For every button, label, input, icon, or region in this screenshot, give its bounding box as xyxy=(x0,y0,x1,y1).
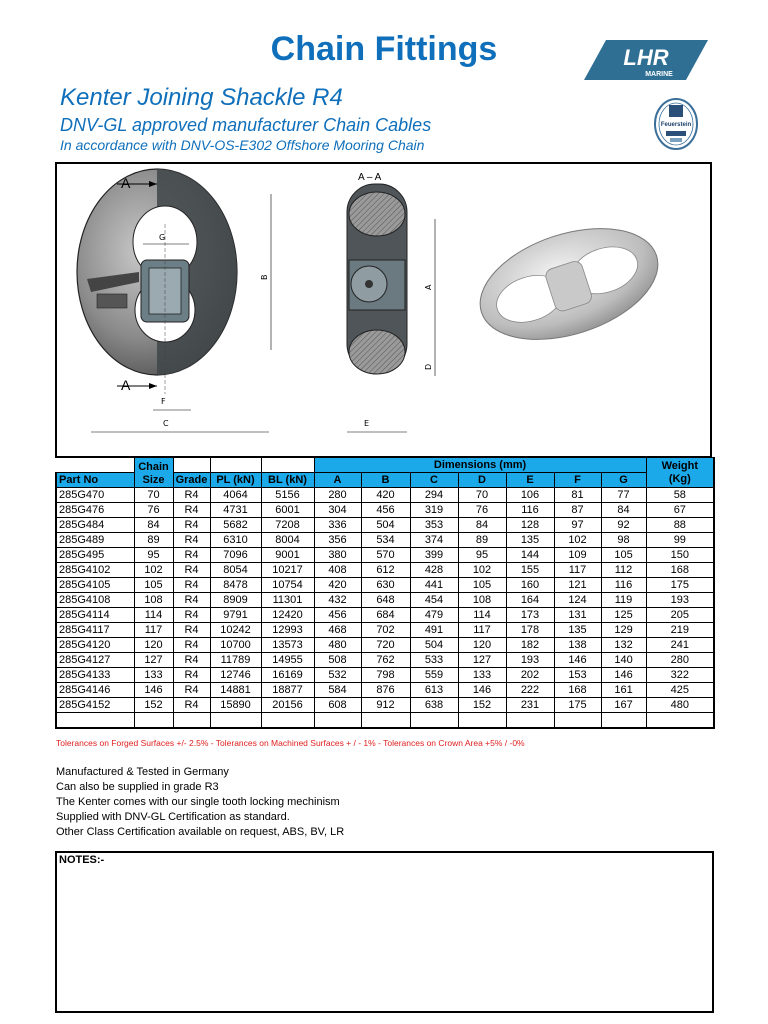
approval-statement: DNV-GL approved manufacturer Chain Cables xyxy=(60,115,432,135)
table-cell xyxy=(134,713,173,729)
table-cell: 146 xyxy=(601,668,646,683)
table-cell xyxy=(458,713,506,729)
table-row xyxy=(56,638,714,653)
table-cell: 175 xyxy=(554,698,601,713)
table-cell: R4 xyxy=(173,593,210,608)
technical-drawing-panel xyxy=(55,162,712,458)
kenter-shackle-drawing xyxy=(57,164,710,456)
table-cell: 702 xyxy=(361,623,410,638)
table-cell: R4 xyxy=(173,518,210,533)
table-cell: 374 xyxy=(410,533,458,548)
table-cell: 294 xyxy=(410,488,458,503)
table-cell: 285G4152 xyxy=(56,698,134,713)
table-cell: 630 xyxy=(361,578,410,593)
table-cell: 7096 xyxy=(210,548,261,563)
table-cell: 155 xyxy=(506,563,554,578)
table-cell: 285G4114 xyxy=(56,608,134,623)
table-cell xyxy=(56,713,134,729)
table-cell: 109 xyxy=(554,548,601,563)
dim-label-c: C xyxy=(163,419,169,428)
table-cell: 876 xyxy=(361,683,410,698)
table-cell xyxy=(646,713,714,729)
table-cell: 285G4120 xyxy=(56,638,134,653)
table-cell: 173 xyxy=(506,608,554,623)
specifications-table xyxy=(55,457,715,729)
table-cell: 380 xyxy=(314,548,361,563)
table-cell: 144 xyxy=(506,548,554,563)
table-cell: 160 xyxy=(506,578,554,593)
table-cell: 8478 xyxy=(210,578,261,593)
table-cell: 6310 xyxy=(210,533,261,548)
table-cell: 167 xyxy=(601,698,646,713)
table-cell: 533 xyxy=(410,653,458,668)
table-cell: 441 xyxy=(410,578,458,593)
table-cell: R4 xyxy=(173,488,210,503)
table-cell: 608 xyxy=(314,698,361,713)
col-header-pl: PL (kN) xyxy=(210,473,261,488)
table-cell: 456 xyxy=(361,503,410,518)
table-cell: 18877 xyxy=(261,683,314,698)
col-header-c: C xyxy=(410,473,458,488)
table-cell: 124 xyxy=(554,593,601,608)
table-cell: 13573 xyxy=(261,638,314,653)
table-cell: R4 xyxy=(173,638,210,653)
note-line: Other Class Certification available on request, ABS, BV, LR xyxy=(56,826,345,838)
note-line: Manufactured & Tested in Germany xyxy=(56,766,229,778)
table-group-header-row xyxy=(56,458,714,473)
table-cell: R4 xyxy=(173,548,210,563)
table-cell: 12746 xyxy=(210,668,261,683)
table-cell: 559 xyxy=(410,668,458,683)
table-cell: 108 xyxy=(134,593,173,608)
table-cell: 193 xyxy=(646,593,714,608)
table-cell: 89 xyxy=(134,533,173,548)
table-row xyxy=(56,698,714,713)
table-cell: 285G470 xyxy=(56,488,134,503)
table-cell: 70 xyxy=(458,488,506,503)
table-cell: 14955 xyxy=(261,653,314,668)
table-cell: 102 xyxy=(134,563,173,578)
table-cell: 131 xyxy=(554,608,601,623)
table-cell: 12993 xyxy=(261,623,314,638)
table-cell: 120 xyxy=(134,638,173,653)
dim-label-b: B xyxy=(260,274,269,280)
dimensions-group-header: Dimensions (mm) xyxy=(314,458,646,473)
table-cell: 95 xyxy=(134,548,173,563)
table-cell: 10700 xyxy=(210,638,261,653)
col-header-a: A xyxy=(314,473,361,488)
table-cell: 8054 xyxy=(210,563,261,578)
table-cell: 4731 xyxy=(210,503,261,518)
table-cell: 112 xyxy=(601,563,646,578)
table-cell: R4 xyxy=(173,578,210,593)
table-cell: 336 xyxy=(314,518,361,533)
table-cell: 202 xyxy=(506,668,554,683)
table-cell: 16169 xyxy=(261,668,314,683)
chain-header-line2: Size xyxy=(142,474,165,486)
table-cell: 5682 xyxy=(210,518,261,533)
table-cell: 127 xyxy=(458,653,506,668)
col-header-g: G xyxy=(601,473,646,488)
table-cell: 10217 xyxy=(261,563,314,578)
table-cell: 12420 xyxy=(261,608,314,623)
weight-header-line1: Weight xyxy=(661,459,699,472)
dim-label-e: E xyxy=(364,419,370,428)
table-cell: 138 xyxy=(554,638,601,653)
page-title: Chain Fittings xyxy=(270,30,498,68)
table-cell: 127 xyxy=(134,653,173,668)
table-cell: 76 xyxy=(134,503,173,518)
dim-label-f: F xyxy=(161,397,166,406)
table-cell: 105 xyxy=(458,578,506,593)
table-cell: 504 xyxy=(410,638,458,653)
table-cell: 10242 xyxy=(210,623,261,638)
col-header-bl: BL (kN) xyxy=(261,473,314,488)
table-cell: 175 xyxy=(646,578,714,593)
table-cell: 285G4108 xyxy=(56,593,134,608)
table-cell: 152 xyxy=(134,698,173,713)
table-cell: 20156 xyxy=(261,698,314,713)
table-cell: 480 xyxy=(646,698,714,713)
lhr-logo-text: LHR xyxy=(623,45,669,70)
front-view xyxy=(77,169,271,432)
table-cell: 4064 xyxy=(210,488,261,503)
feuerstein-seal-logo xyxy=(653,97,699,151)
table-cell: 146 xyxy=(134,683,173,698)
table-cell: 135 xyxy=(554,623,601,638)
notes-box xyxy=(55,851,714,1013)
table-row xyxy=(56,548,714,563)
table-cell: 15890 xyxy=(210,698,261,713)
table-cell: 454 xyxy=(410,593,458,608)
table-cell: 95 xyxy=(458,548,506,563)
table-cell: 9791 xyxy=(210,608,261,623)
table-cell: 912 xyxy=(361,698,410,713)
standard-statement: In accordance with DNV-OS-E302 Offshore Mooring Chain xyxy=(60,137,425,153)
table-cell xyxy=(601,713,646,729)
table-cell: 491 xyxy=(410,623,458,638)
col-header-part-no: Part No xyxy=(56,473,134,488)
table-cell: 70 xyxy=(134,488,173,503)
table-cell: 322 xyxy=(646,668,714,683)
table-row xyxy=(56,563,714,578)
col-header-weight xyxy=(646,458,714,488)
table-cell: 146 xyxy=(554,653,601,668)
table-cell: 570 xyxy=(361,548,410,563)
tolerances-note: Tolerances on Forged Surfaces +/- 2.5% - Tolerances on Machined Surfaces + / - 1% - Tolerances on Crown Area +5% / -0% xyxy=(56,738,525,748)
lhr-marine-logo xyxy=(584,38,708,82)
table-cell: 285G495 xyxy=(56,548,134,563)
table-cell: 102 xyxy=(458,563,506,578)
table-cell: 285G476 xyxy=(56,503,134,518)
table-cell: R4 xyxy=(173,623,210,638)
table-cell: 205 xyxy=(646,608,714,623)
table-cell xyxy=(210,713,261,729)
table-cell: 117 xyxy=(554,563,601,578)
table-cell: 480 xyxy=(314,638,361,653)
table-cell: 219 xyxy=(646,623,714,638)
table-cell xyxy=(410,713,458,729)
dim-label-a: A xyxy=(424,284,433,290)
table-cell: 11301 xyxy=(261,593,314,608)
col-header-d: D xyxy=(458,473,506,488)
table-row xyxy=(56,668,714,683)
table-cell: 285G4105 xyxy=(56,578,134,593)
isometric-view xyxy=(466,208,672,360)
table-cell xyxy=(554,713,601,729)
table-cell: 222 xyxy=(506,683,554,698)
table-cell: 116 xyxy=(506,503,554,518)
table-cell: 399 xyxy=(410,548,458,563)
table-cell: 353 xyxy=(410,518,458,533)
table-cell: 319 xyxy=(410,503,458,518)
blank-header-cell xyxy=(56,458,134,473)
table-cell: 88 xyxy=(646,518,714,533)
section-label-a-top: A xyxy=(121,175,131,191)
specifications-table-body xyxy=(56,488,714,729)
table-cell: 5156 xyxy=(261,488,314,503)
table-cell: 76 xyxy=(458,503,506,518)
table-cell: 648 xyxy=(361,593,410,608)
table-cell: 119 xyxy=(601,593,646,608)
table-cell: 150 xyxy=(646,548,714,563)
note-line: Can also be supplied in grade R3 xyxy=(56,781,219,793)
col-header-b: B xyxy=(361,473,410,488)
table-row xyxy=(56,683,714,698)
table-cell: 97 xyxy=(554,518,601,533)
table-cell: 8004 xyxy=(261,533,314,548)
table-cell: 612 xyxy=(361,563,410,578)
table-cell: 164 xyxy=(506,593,554,608)
section-label-aa: A – A xyxy=(358,172,382,183)
table-cell: 106 xyxy=(506,488,554,503)
table-row xyxy=(56,503,714,518)
table-cell: 8909 xyxy=(210,593,261,608)
table-cell: 285G489 xyxy=(56,533,134,548)
table-row xyxy=(56,593,714,608)
table-cell: 99 xyxy=(646,533,714,548)
table-cell: 193 xyxy=(506,653,554,668)
col-header-e: E xyxy=(506,473,554,488)
table-cell: R4 xyxy=(173,533,210,548)
table-cell: 420 xyxy=(361,488,410,503)
table-row xyxy=(56,713,714,729)
blank-header-cell xyxy=(173,458,210,473)
table-cell: 129 xyxy=(601,623,646,638)
table-cell: 479 xyxy=(410,608,458,623)
table-cell: 532 xyxy=(314,668,361,683)
table-cell: 6001 xyxy=(261,503,314,518)
table-cell: 280 xyxy=(314,488,361,503)
table-cell: 153 xyxy=(554,668,601,683)
table-cell: 128 xyxy=(506,518,554,533)
table-cell xyxy=(506,713,554,729)
table-cell: 428 xyxy=(410,563,458,578)
table-cell: 120 xyxy=(458,638,506,653)
table-cell: 534 xyxy=(361,533,410,548)
table-cell: 638 xyxy=(410,698,458,713)
section-label-a-bottom: A xyxy=(121,377,131,393)
table-cell: R4 xyxy=(173,563,210,578)
table-cell: 798 xyxy=(361,668,410,683)
table-row xyxy=(56,533,714,548)
table-cell: 140 xyxy=(601,653,646,668)
table-cell xyxy=(314,713,361,729)
dim-label-g: G xyxy=(159,233,166,242)
table-cell: 280 xyxy=(646,653,714,668)
table-cell: 584 xyxy=(314,683,361,698)
table-row xyxy=(56,653,714,668)
table-cell: 9001 xyxy=(261,548,314,563)
table-cell: R4 xyxy=(173,683,210,698)
table-row xyxy=(56,518,714,533)
table-row xyxy=(56,608,714,623)
table-cell: 89 xyxy=(458,533,506,548)
table-cell: 77 xyxy=(601,488,646,503)
table-cell: 114 xyxy=(134,608,173,623)
table-cell: 117 xyxy=(458,623,506,638)
table-cell: 161 xyxy=(601,683,646,698)
table-cell: R4 xyxy=(173,608,210,623)
chain-header-line1: Chain xyxy=(138,461,169,473)
table-cell: 285G4146 xyxy=(56,683,134,698)
col-header-f: F xyxy=(554,473,601,488)
table-cell: R4 xyxy=(173,653,210,668)
table-row xyxy=(56,623,714,638)
table-cell: 14881 xyxy=(210,683,261,698)
table-cell: 285G4133 xyxy=(56,668,134,683)
table-row xyxy=(56,488,714,503)
table-cell: R4 xyxy=(173,668,210,683)
table-cell: 132 xyxy=(601,638,646,653)
table-cell: 87 xyxy=(554,503,601,518)
table-cell: 10754 xyxy=(261,578,314,593)
table-cell: 285G4102 xyxy=(56,563,134,578)
blank-header-cell xyxy=(261,458,314,473)
table-cell: 84 xyxy=(134,518,173,533)
table-cell: 356 xyxy=(314,533,361,548)
table-cell: 762 xyxy=(361,653,410,668)
table-cell: 58 xyxy=(646,488,714,503)
table-cell xyxy=(261,713,314,729)
table-cell: 285G484 xyxy=(56,518,134,533)
note-line: Supplied with DNV-GL Certification as standard. xyxy=(56,811,290,823)
table-cell: 105 xyxy=(601,548,646,563)
table-cell: 7208 xyxy=(261,518,314,533)
table-cell: 81 xyxy=(554,488,601,503)
table-cell: 125 xyxy=(601,608,646,623)
table-cell: 117 xyxy=(134,623,173,638)
table-cell: 432 xyxy=(314,593,361,608)
table-cell: 231 xyxy=(506,698,554,713)
table-cell xyxy=(173,713,210,729)
table-cell: 613 xyxy=(410,683,458,698)
table-cell: 182 xyxy=(506,638,554,653)
table-cell: 178 xyxy=(506,623,554,638)
table-cell: 508 xyxy=(314,653,361,668)
dim-label-d: D xyxy=(424,363,433,370)
table-cell: R4 xyxy=(173,503,210,518)
col-header-chain-size xyxy=(134,458,173,488)
notes-label: NOTES:- xyxy=(59,854,105,866)
table-cell: 11789 xyxy=(210,653,261,668)
table-cell: 425 xyxy=(646,683,714,698)
table-cell: 67 xyxy=(646,503,714,518)
weight-header-line2: (Kg) xyxy=(668,472,691,485)
table-cell: 304 xyxy=(314,503,361,518)
table-cell: R4 xyxy=(173,698,210,713)
table-cell: 102 xyxy=(554,533,601,548)
product-notes-list xyxy=(56,765,344,840)
table-cell: 114 xyxy=(458,608,506,623)
table-cell: 456 xyxy=(314,608,361,623)
table-cell: 133 xyxy=(134,668,173,683)
table-cell: 92 xyxy=(601,518,646,533)
table-cell: 285G4127 xyxy=(56,653,134,668)
table-cell: 116 xyxy=(601,578,646,593)
feuerstein-logo-text: Feuerstein xyxy=(660,122,692,128)
table-cell: 98 xyxy=(601,533,646,548)
table-cell: 468 xyxy=(314,623,361,638)
product-name: Kenter Joining Shackle R4 xyxy=(60,84,343,111)
table-cell: 121 xyxy=(554,578,601,593)
table-cell xyxy=(361,713,410,729)
table-cell: 84 xyxy=(601,503,646,518)
table-cell: 720 xyxy=(361,638,410,653)
table-cell: 108 xyxy=(458,593,506,608)
table-cell: 241 xyxy=(646,638,714,653)
table-cell: 684 xyxy=(361,608,410,623)
table-cell: 168 xyxy=(554,683,601,698)
table-row xyxy=(56,578,714,593)
lhr-logo-subtext: MARINE xyxy=(645,71,673,78)
table-cell: 285G4117 xyxy=(56,623,134,638)
note-line: The Kenter comes with our single tooth locking mechinism xyxy=(56,796,340,808)
table-cell: 168 xyxy=(646,563,714,578)
blank-header-cell xyxy=(210,458,261,473)
table-cell: 105 xyxy=(134,578,173,593)
table-cell: 146 xyxy=(458,683,506,698)
table-cell: 504 xyxy=(361,518,410,533)
table-cell: 133 xyxy=(458,668,506,683)
table-cell: 408 xyxy=(314,563,361,578)
table-cell: 84 xyxy=(458,518,506,533)
side-view xyxy=(347,172,435,432)
table-cell: 420 xyxy=(314,578,361,593)
col-header-grade: Grade xyxy=(173,473,210,488)
table-cell: 135 xyxy=(506,533,554,548)
table-cell: 152 xyxy=(458,698,506,713)
